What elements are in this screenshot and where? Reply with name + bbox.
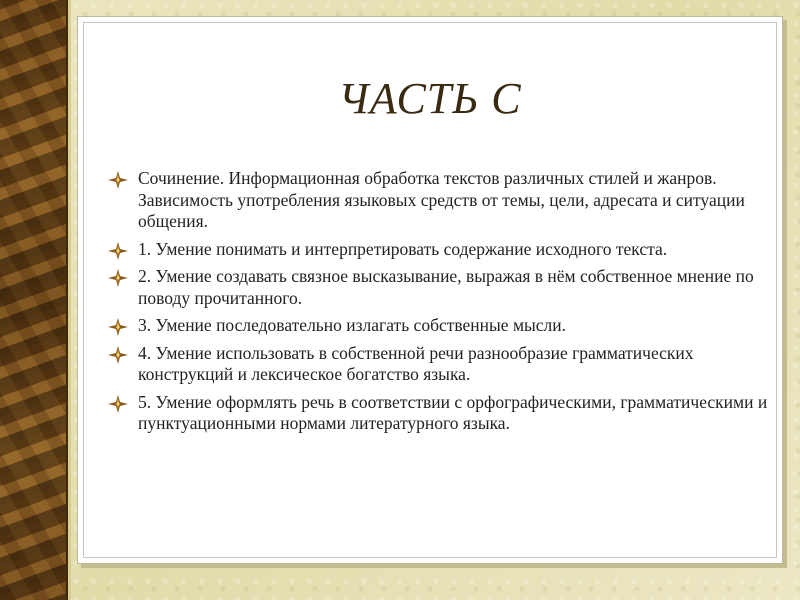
bullet-text: Сочинение. Информационная обработка текстов различных стилей и жанров. Зависимость употребления языковых средств от темы, цели, адресата и ситуации общения. <box>138 168 745 231</box>
slide-panel <box>77 16 783 564</box>
decorative-side-strip <box>0 0 68 600</box>
bullet-item-3 <box>108 315 768 337</box>
compass-star-icon <box>108 346 128 364</box>
bullet-item-intro <box>108 168 768 233</box>
bullet-text: 4. Умение использовать в собственной речи разнообразие грамматических конструкций и лексическое богатство языка. <box>138 342 694 384</box>
compass-star-icon <box>108 318 128 336</box>
bullet-text: 5. Умение оформлять речь в соответствии с орфографическими, грамматическими и пунктуационными нормами литературного языка. <box>138 391 768 433</box>
compass-star-icon <box>108 171 128 189</box>
bullet-item-2 <box>108 266 768 309</box>
bullet-text: 2. Умение создавать связное высказывание, выражая в нём собственное мнение по поводу прочитанного. <box>138 266 754 308</box>
bullet-item-5 <box>108 392 768 435</box>
compass-star-icon <box>108 242 128 260</box>
slide-content-area <box>83 22 777 558</box>
bullet-item-4 <box>108 343 768 386</box>
bullet-list <box>108 168 768 441</box>
slide-title: ЧАСТЬ С <box>338 74 522 123</box>
side-strip-border <box>68 0 71 600</box>
bullet-text: 3. Умение последовательно излагать собственные мысли. <box>138 315 567 335</box>
bullet-text: 1. Умение понимать и интерпретировать содержание исходного текста. <box>138 238 668 259</box>
compass-star-icon <box>108 395 128 413</box>
compass-star-icon <box>108 269 128 287</box>
bullet-item-1 <box>108 239 768 261</box>
